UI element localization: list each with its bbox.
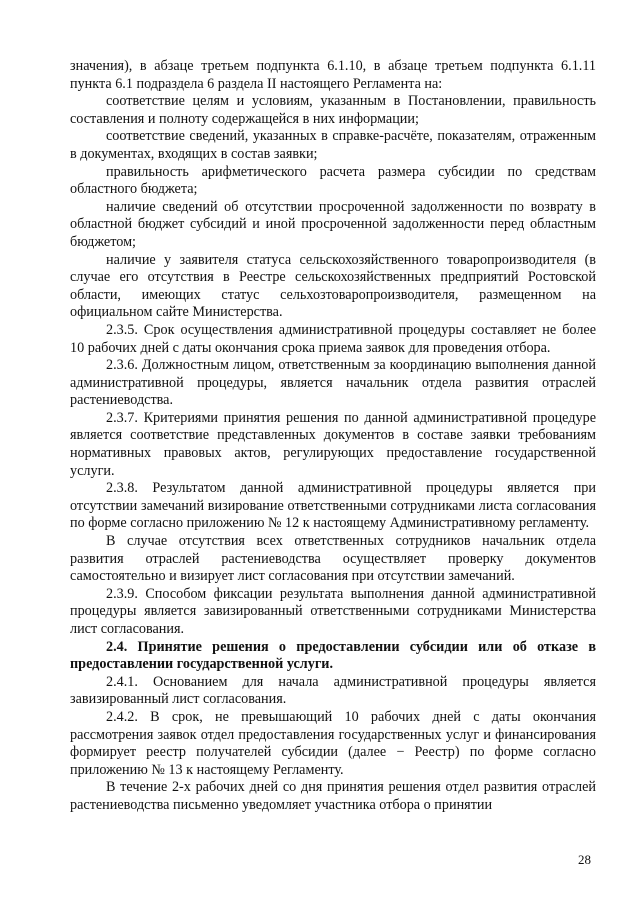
section-heading-2-4: 2.4. Принятие решения о предоставлении субсидии или об отказе в предоставлении государственной услуги.: [70, 638, 596, 673]
paragraph-2-3-9: 2.3.9. Способом фиксации результата выполнения данной административной процедуры является завизированный ответственными сотрудниками Министерства лист согласования.: [70, 585, 596, 637]
paragraph-2-3-5: 2.3.5. Срок осуществления административной процедуры составляет не более 10 рабочих дней с даты окончания срока приема заявок для проведения отбора.: [70, 321, 596, 356]
paragraph-4: правильность арифметического расчета размера субсидии по средствам областного бюджета;: [70, 163, 596, 198]
paragraph-2-3-7: 2.3.7. Критериями принятия решения по данной административной процедуре является соответствие представленных документов в составе заявки требованиям нормативных правовых актов, регулирующих предоставление государственной услуги.: [70, 409, 596, 479]
paragraph-2: соответствие целям и условиям, указанным в Постановлении, правильность составления и полноту содержащейся в них информации;: [70, 93, 596, 127]
paragraph-2-4-1: 2.4.1. Основанием для начала административной процедуры является завизированный лист согласования.: [70, 673, 596, 708]
page-number: 28: [578, 852, 591, 867]
paragraph-notification: В течение 2-х рабочих дней со дня принятия решения отдел развития отраслей растениеводства письменно уведомляет участника отбора о принятии: [70, 779, 596, 813]
paragraph-6: наличие у заявителя статуса сельскохозяйственного товаропроизводителя (в случае его отсутствия в Реестре сельскохозяйственных предприятий Ростовской области, имеющих статус сельхозтоваропроизводителя, размещенном на официальном сайте Министерства.: [70, 251, 596, 321]
paragraph-2-3-8: 2.3.8. Результатом данной административной процедуры является при отсутствии замечаний визирование ответственными сотрудниками листа согласования по форме согласно приложению № 12 к настоящему Административному регламенту.: [70, 480, 596, 532]
paragraph-3: соответствие сведений, указанных в справке-расчёте, показателям, отраженным в документах, входящих в состав заявки;: [70, 128, 596, 162]
paragraph-5: наличие сведений об отсутствии просроченной задолженности по возврату в областной бюджет субсидий и иной просроченной задолженности перед областным бюджетом;: [70, 198, 596, 250]
paragraph-2-3-6: 2.3.6. Должностным лицом, ответственным за координацию выполнения данной административной процедуры, является начальник отдела развития отраслей растениеводства.: [70, 357, 596, 409]
document-page: [70, 58, 596, 815]
paragraph-2-4-2: 2.4.2. В срок, не превышающий 10 рабочих дней с даты окончания рассмотрения заявок отдел предоставления государственных услуг и финансирования формирует реестр получателей субсидии (далее − Реестр) по форме согласно приложению № 13 к настоящему Регламенту.: [70, 708, 596, 778]
paragraph-1: значения), в абзаце третьем подпункта 6.1.10, в абзаце третьем подпункта 6.1.11 пункта 6.1 подраздела 6 раздела II настоящего Регламента на:: [70, 58, 596, 92]
paragraph-absent-staff: В случае отсутствия всех ответственных сотрудников начальник отдела развития отраслей растениеводства осуществляет проверку документов самостоятельно и визирует лист согласования при отсутствии замечаний.: [70, 533, 596, 585]
